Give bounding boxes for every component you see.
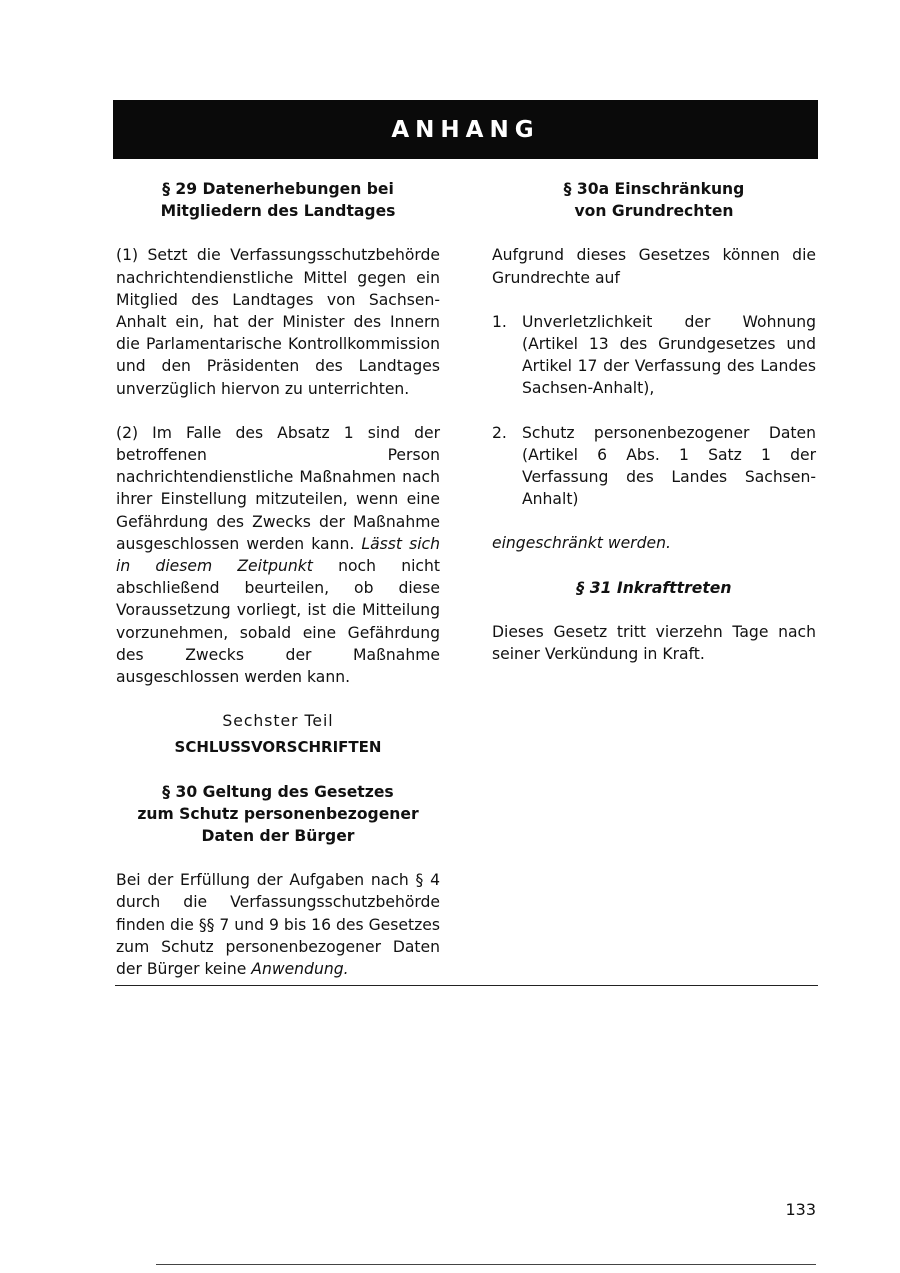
section-30-title-line1: § 30 Geltung des Gesetzes (162, 782, 394, 801)
bottom-edge-line (156, 1264, 816, 1265)
footer-divider (115, 985, 818, 986)
section-30a-intro: Aufgrund dieses Gesetzes können die Grundrechte auf (492, 246, 816, 287)
section-31-heading: § 31 Inkrafttreten (576, 578, 732, 597)
left-column (116, 178, 440, 980)
section-30-p1-part-a: Bei der Erfüllung der Aufgaben nach § 4 durch die Verfassungsschutzbehörde finden die §§ 7 und 9 bis 16 des Gesetzes zum Schutz personenbezogener Daten der Bürger keine (116, 871, 440, 979)
list-item (492, 422, 816, 511)
banner-title: ANHANG (391, 116, 540, 143)
section-30-title-line2: zum Schutz personenbezogener (137, 804, 419, 823)
section-29-paragraph-2 (116, 422, 440, 688)
part-title: SCHLUSSVORSCHRIFTEN (174, 738, 382, 757)
section-29-title-line1: § 29 Datenerhebungen bei (162, 180, 394, 198)
section-29-p2-part-b: Lässt sich in diesem Zeitpunkt (116, 534, 440, 576)
section-29-paragraph-1: (1) Setzt die Verfassungsschutzbehörde nachrichtendienstliche Mittel gegen ein Mitglied des Landtages von Sachsen-Anhalt ein, hat der Minister des Innern die Parlamentarische Kontrollkommission und den Präsidenten des Landtages unverzüglich hiervon zu unterrichten. (116, 246, 440, 398)
section-30a-heading (492, 178, 816, 222)
section-30a-outro: eingeschränkt werden. (492, 534, 671, 553)
part-label: Sechster Teil (222, 712, 334, 731)
list-item-text: Schutz personenbezogener Daten (Artikel 6 Abs. 1 Satz 1 der Verfassung des Landes Sachsen-Anhalt) (522, 423, 816, 509)
section-29-heading (116, 178, 440, 222)
section-29-p2-part-a: (2) Im Falle des Absatz 1 sind der betroffenen Person nachrichtendienstliche Maßnahmen nach ihrer Einstellung mitzuteilen, wenn eine Gefährdung des Zwecks der Maßnahme ausgeschlossen werden kann. (116, 423, 440, 553)
list-item-text: Unverletzlichkeit der Wohnung (Artikel 13 des Grundgesetzes und Artikel 17 der Verfassung des Landes Sachsen-Anhalt), (522, 312, 816, 398)
appendix-banner (113, 100, 818, 159)
list-item (492, 311, 816, 400)
page-number: 133 (785, 1200, 816, 1219)
section-30a-title-line1: § 30a Einschränkung (563, 180, 745, 198)
section-29-p2-part-c: noch nicht abschließend beurteilen, ob diese Voraussetzung vorliegt, ist die Mitteilung vorzunehmen, sobald eine Gefährdung des Zwecks der Maßnahme ausgeschlossen werden kann. (116, 557, 440, 687)
section-31-paragraph: Dieses Gesetz tritt vierzehn Tage nach seiner Verkündung in Kraft. (492, 622, 816, 664)
section-30-title-line3: Daten der Bürger (201, 827, 355, 846)
right-column (492, 178, 816, 665)
section-30-heading (116, 781, 440, 848)
section-30-paragraph (116, 869, 440, 980)
list-item-number: 1. (492, 312, 507, 331)
section-29-title-line2: Mitgliedern des Landtages (160, 202, 396, 221)
rights-list (492, 311, 816, 511)
section-30a-title-line2: von Grundrechten (574, 202, 734, 221)
list-item-number: 2. (492, 423, 507, 442)
section-30-p1-part-b: Anwendung. (251, 960, 349, 979)
